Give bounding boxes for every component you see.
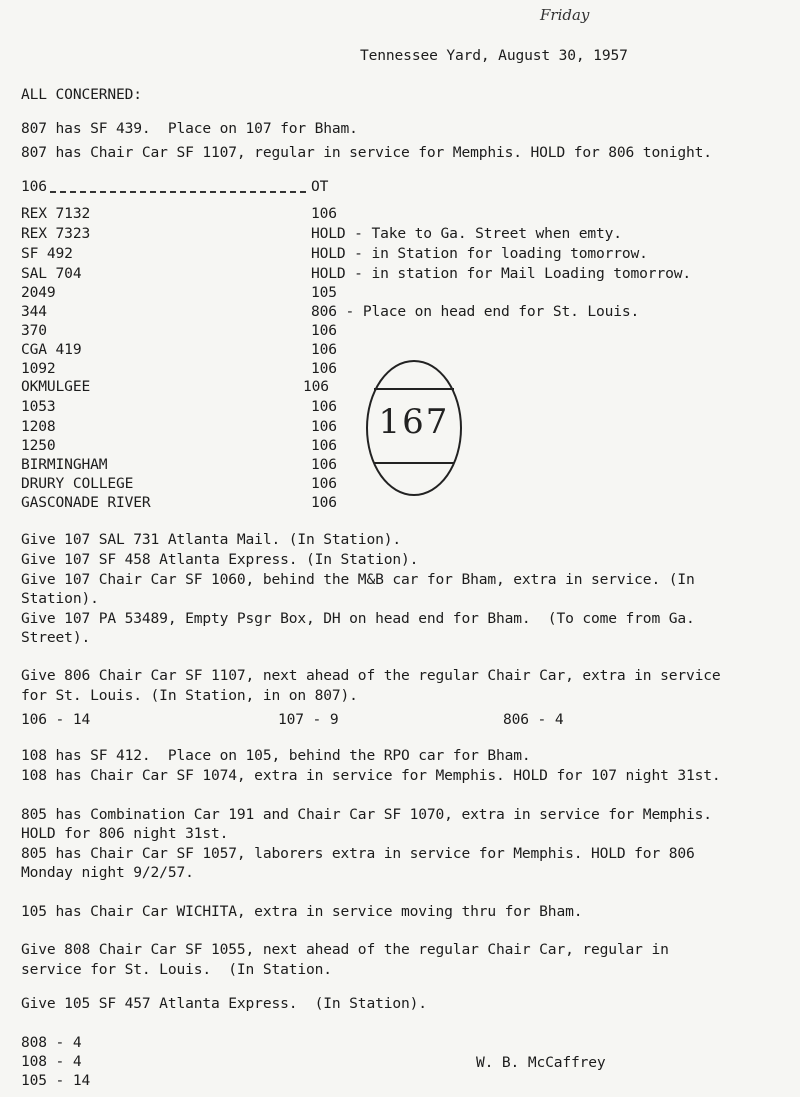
table-row-car: 2049 [21, 284, 56, 301]
table-head-right: OT [311, 178, 329, 195]
instruction-line: 105 has Chair Car WICHITA, extra in service moving thru for Bham. [21, 903, 583, 920]
table-row-dest: 806 - Place on head end for St. Louis. [311, 303, 640, 320]
count-108: 108 - 4 [21, 1053, 82, 1070]
table-row-car: 1053 [21, 398, 56, 415]
instruction-line: Give 808 Chair Car SF 1055, next ahead of the regular Chair Car, regular in [21, 941, 669, 958]
count-106: 106 - 14 [21, 711, 91, 728]
table-row-car: REX 7132 [21, 205, 91, 222]
intro-line: 807 has Chair Car SF 1107, regular in service for Memphis. HOLD for 806 tonight. [21, 144, 712, 161]
table-row-car: 1250 [21, 437, 56, 454]
instruction-line: 805 has Chair Car SF 1057, laborers extra in service for Memphis. HOLD for 806 [21, 845, 695, 862]
instruction-line: Give 107 PA 53489, Empty Psgr Box, DH on head end for Bham. (To come from Ga. [21, 610, 695, 627]
salutation: ALL CONCERNED: [21, 86, 142, 103]
count-107: 107 - 9 [278, 711, 339, 728]
table-row-car: 1208 [21, 418, 56, 435]
instruction-line: Give 107 SF 458 Atlanta Express. (In Station). [21, 551, 419, 568]
intro-line: 807 has SF 439. Place on 107 for Bham. [21, 120, 358, 137]
table-row-car: CGA 419 [21, 341, 82, 358]
count-806: 806 - 4 [503, 711, 564, 728]
table-row-dest: 105 [311, 284, 337, 301]
table-row-car: OKMULGEE [21, 378, 91, 395]
instruction-line: Street). [21, 629, 91, 646]
table-row-dest: 106 [311, 398, 337, 415]
table-row-dest: HOLD - in station for Mail Loading tomorrow. [311, 265, 691, 282]
instruction-line: Give 105 SF 457 Atlanta Express. (In Station). [21, 995, 427, 1012]
instruction-line: Monday night 9/2/57. [21, 864, 194, 881]
count-105: 105 - 14 [21, 1072, 91, 1089]
table-row-car: 1092 [21, 360, 56, 377]
instruction-line: service for St. Louis. (In Station. [21, 961, 332, 978]
instruction-line: Give 107 SAL 731 Atlanta Mail. (In Station). [21, 531, 401, 548]
handwritten-note: Friday [540, 6, 590, 24]
table-row-dest: HOLD - in Station for loading tomorrow. [311, 245, 648, 262]
instruction-line: Give 107 Chair Car SF 1060, behind the M&B car for Bham, extra in service. (In [21, 571, 695, 588]
instruction-line: for St. Louis. (In Station, in on 807). [21, 687, 358, 704]
header-rule [50, 191, 306, 193]
instruction-line: Give 806 Chair Car SF 1107, next ahead of the regular Chair Car, extra in service [21, 667, 721, 684]
place-date: Tennessee Yard, August 30, 1957 [360, 47, 628, 64]
signature: W. B. McCaffrey [476, 1054, 606, 1071]
table-row-dest: 106 [311, 341, 337, 358]
table-row-car: 370 [21, 322, 47, 339]
table-row-car: SF 492 [21, 245, 73, 262]
table-row-dest: 106 [311, 437, 337, 454]
table-head-left: 106 [21, 178, 47, 195]
count-808: 808 - 4 [21, 1034, 82, 1051]
instruction-line: 108 has Chair Car SF 1074, extra in service for Memphis. HOLD for 107 night 31st. [21, 767, 721, 784]
stamp-number: 167 [378, 402, 450, 442]
table-row-dest: 106 [311, 475, 337, 492]
table-row-dest: 106 [311, 494, 337, 511]
table-row-dest: 106 [311, 456, 337, 473]
table-row-dest: 106 [311, 205, 337, 222]
table-row-dest: 106 [311, 360, 337, 377]
instruction-line: 108 has SF 412. Place on 105, behind the RPO car for Bham. [21, 747, 531, 764]
table-row-car: DRURY COLLEGE [21, 475, 134, 492]
table-row-car: BIRMINGHAM [21, 456, 108, 473]
instruction-line: 805 has Combination Car 191 and Chair Car SF 1070, extra in service for Memphis. [21, 806, 712, 823]
table-row-dest: 106 [311, 322, 337, 339]
table-row-car: 344 [21, 303, 47, 320]
table-row-car: GASCONADE RIVER [21, 494, 151, 511]
table-row-dest: 106 [303, 378, 329, 395]
table-row-dest: HOLD - Take to Ga. Street when emty. [311, 225, 622, 242]
instruction-line: Station). [21, 590, 99, 607]
table-row-dest: 106 [311, 418, 337, 435]
table-row-car: SAL 704 [21, 265, 82, 282]
instruction-line: HOLD for 806 night 31st. [21, 825, 229, 842]
handwritten-stamp [366, 360, 462, 496]
table-row-car: REX 7323 [21, 225, 91, 242]
